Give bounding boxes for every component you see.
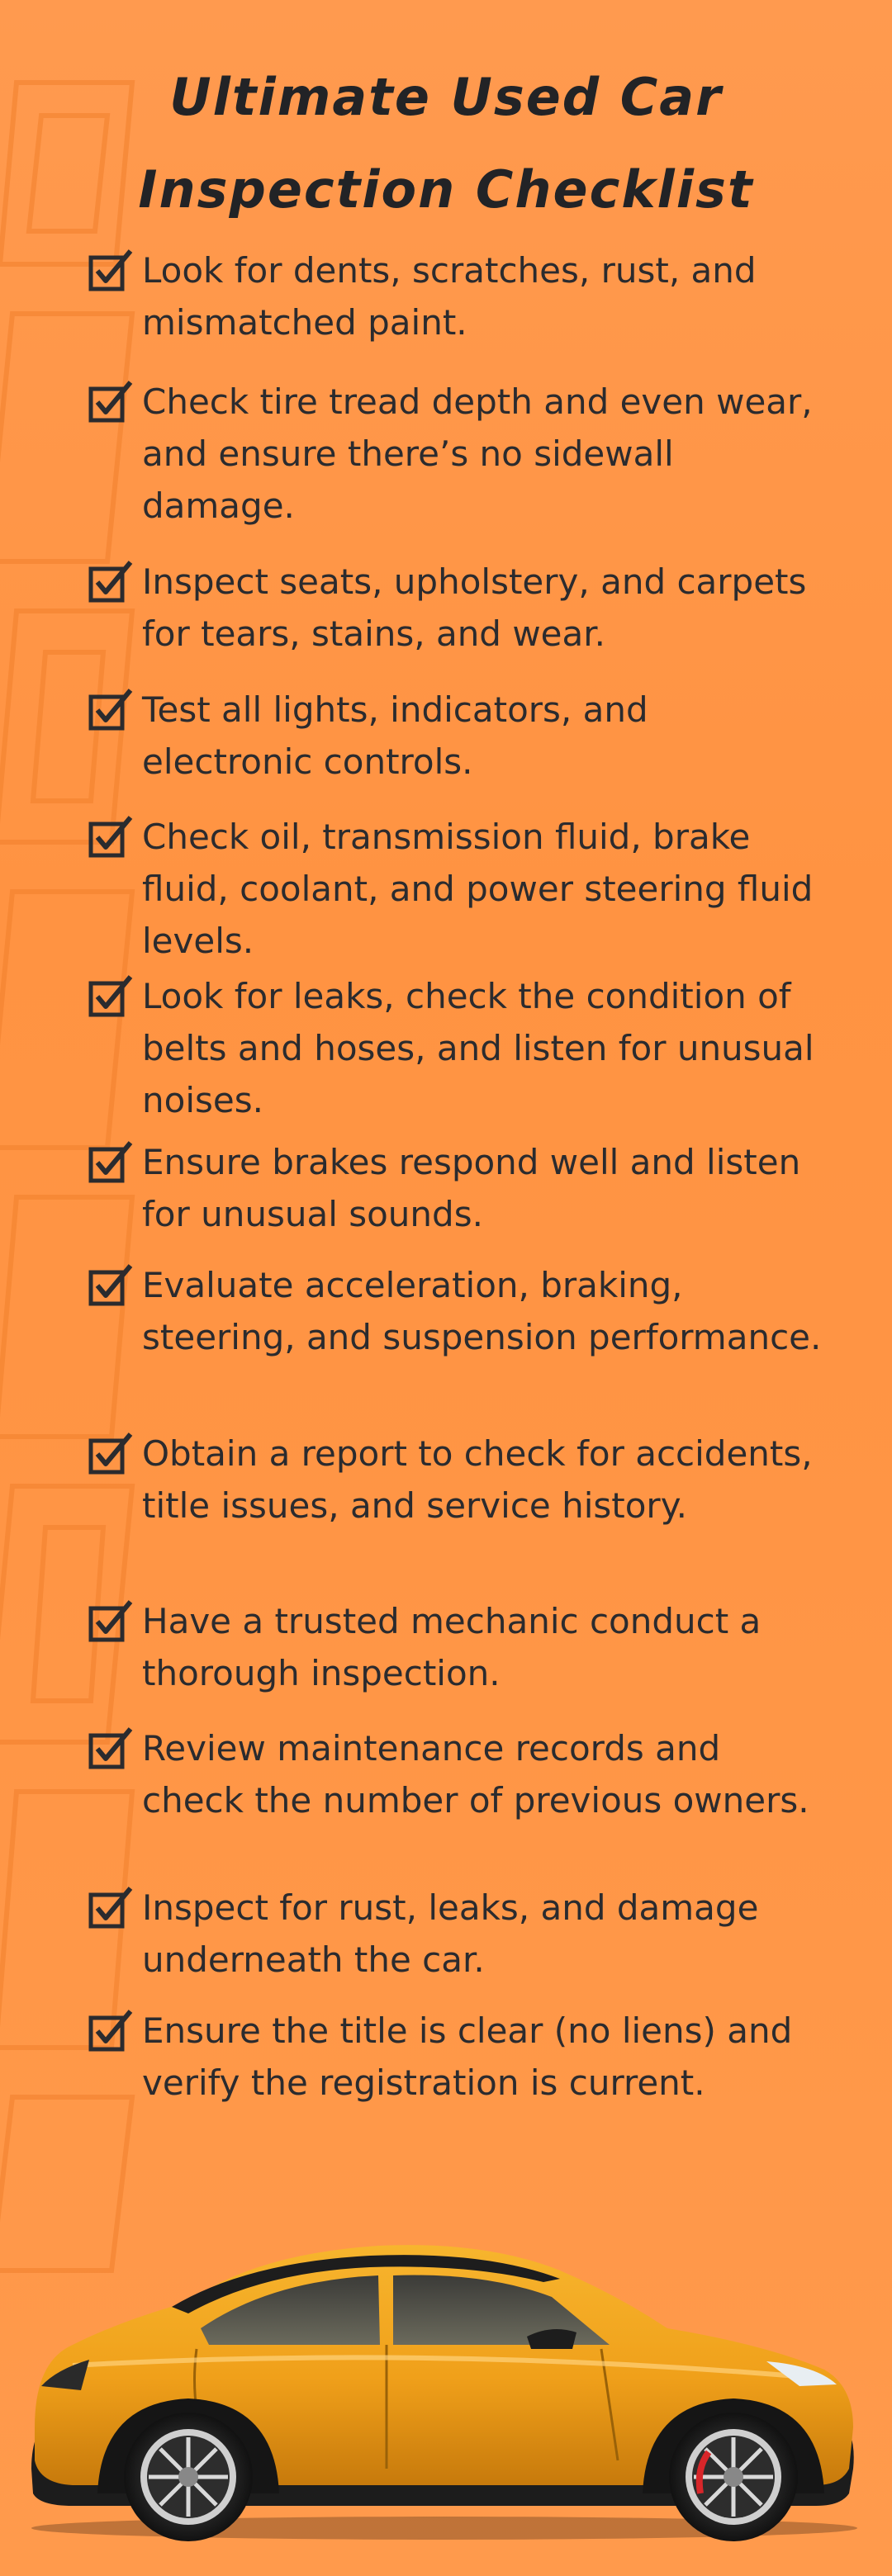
checkbox-checked-icon: [88, 814, 134, 860]
checkbox-checked-icon: [88, 559, 134, 605]
checklist-item-text: Have a trusted mechanic conduct a thorough inspection.: [142, 1601, 762, 1693]
checkbox-checked-icon: [88, 1726, 134, 1772]
checklist-item-text: Look for dents, scratches, rust, and mismatched paint.: [142, 250, 757, 343]
checkbox-checked-icon: [88, 2008, 134, 2054]
checklist-item-text: Ensure the title is clear (no liens) and verify the registration is current.: [142, 2010, 793, 2103]
checklist-item-text: Test all lights, indicators, and electronic controls.: [142, 689, 648, 782]
car-illustration: [23, 2221, 866, 2551]
checkbox-checked-icon: [88, 1262, 134, 1309]
checkbox-checked-icon: [88, 1139, 134, 1186]
checklist-item-text: Evaluate acceleration, braking, steering, and suspension performance.: [142, 1265, 822, 1357]
checkbox-checked-icon: [88, 1885, 134, 1931]
title-line-2: Inspection Checklist: [138, 159, 754, 220]
checkbox-checked-icon: [88, 973, 134, 1020]
checkbox-checked-icon: [88, 379, 134, 425]
checkbox-checked-icon: [88, 1431, 134, 1477]
checkbox-checked-icon: [88, 248, 134, 294]
checkbox-checked-icon: [88, 687, 134, 733]
checklist-item-text: Look for leaks, check the condition of belts and hoses, and listen for unusual noises.: [142, 976, 814, 1120]
checklist-item-text: Check tire tread depth and even wear, and ensure there’s no sidewall damage.: [142, 381, 813, 526]
checklist-item-text: Obtain a report to check for accidents, title issues, and service history.: [142, 1433, 813, 1526]
front-wheel: [669, 2413, 798, 2541]
checklist-item-text: Inspect seats, upholstery, and carpets for tears, stains, and wear.: [142, 561, 807, 654]
checklist-item-text: Check oil, transmission fluid, brake fluid, coolant, and power steering fluid levels.: [142, 817, 814, 961]
rear-wheel: [124, 2413, 253, 2541]
checklist-item-text: Review maintenance records and check the number of previous owners.: [142, 1728, 809, 1821]
checklist-item-text: Ensure brakes respond well and listen for unusual sounds.: [142, 1142, 801, 1234]
checkbox-checked-icon: [88, 1598, 134, 1645]
title-line-1: Ultimate Used Car: [169, 67, 723, 127]
checklist-item-text: Inspect for rust, leaks, and damage underneath the car.: [142, 1887, 759, 1980]
